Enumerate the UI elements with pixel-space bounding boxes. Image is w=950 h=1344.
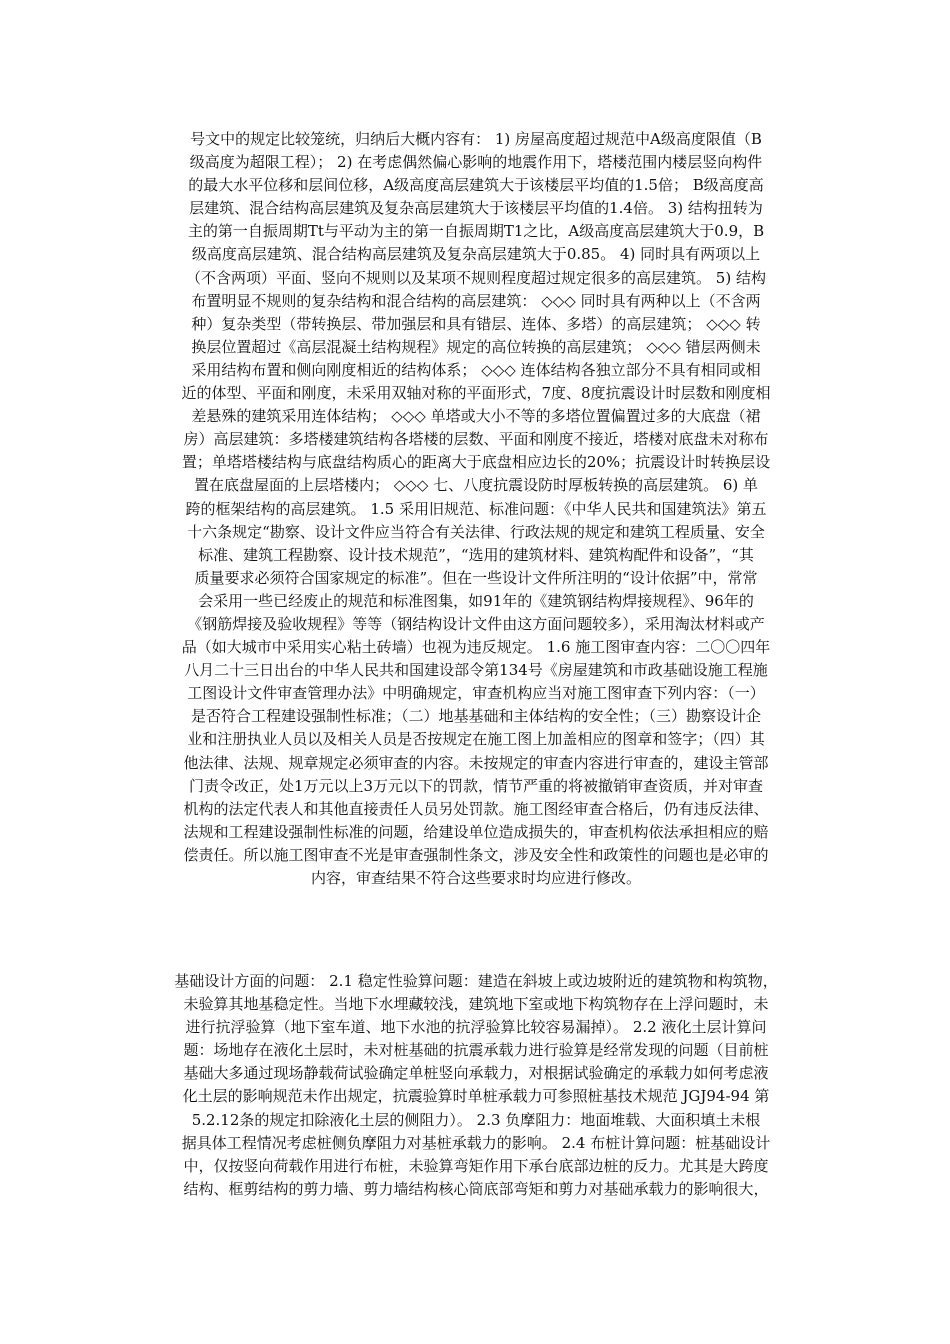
text-line: 基础大多通过现场静载荷试验确定单桩竖向承载力，对根据试验确定的承载力如何考虑液	[183, 1064, 769, 1083]
text-line: 种）复杂类型（带转换层、带加强层和具有错层、连体、多塔）的高层建筑； ◇◇◇ 转	[191, 314, 761, 333]
text-line: 偿责任。所以施工图审查不光是审查强制性条文，涉及安全性和政策性的问题也是必审的	[183, 845, 769, 864]
text-line: 十六条规定“勘察、设计文件应当符合有关法律、行政法规的规定和建筑工程质量、安全	[187, 522, 765, 541]
text-line: 级高度为超限工程）； 2) 在考虑偶然偏心影响的地震作用下，塔楼范围内楼层竖向构件	[189, 153, 763, 172]
text-line: 质量要求必须符合国家规定的标准”。但在一些设计文件所注明的“设计依据”中，常常	[194, 568, 758, 587]
text-line: 机构的法定代表人和其他直接责任人员另处罚款。施工图经审查合格后，仍有违反法律、	[183, 799, 769, 818]
paragraph-review-scope	[145, 128, 807, 890]
text-line: 他法律、法规、规章规定必须审查的内容。未按规定的审查内容进行审查的，建设主管部	[183, 753, 769, 772]
text-line: 置在底盘屋面的上层塔楼内； ◇◇◇ 七、八度抗震设防时厚板转换的高层建筑。 6) 单	[193, 476, 759, 495]
text-line: 房）高层建筑：多塔楼建筑结构各塔楼的层数、平面和刚度不接近，塔楼对底盘未对称布	[183, 430, 769, 449]
text-line: 内容，审查结果不符合这些要求时均应进行修改。	[310, 869, 641, 887]
text-line: 法规和工程建设强制性标准的问题，给建设单位造成损失的，审查机构依法承担相应的赔	[183, 822, 769, 841]
text-line: 主的第一自振周期Tt与平动为主的第一自振周期T1之比，A级高度高层建筑大于0.9，B	[187, 222, 765, 241]
text-line: 未验算其地基稳定性。当地下水埋藏较浅，建筑地下室或地下构筑物存在上浮问题时，未	[183, 995, 769, 1014]
text-line: 中，仅按竖向荷载作用进行布桩，未验算弯矩作用下承台底部边桩的反力。尤其是大跨度	[183, 1156, 769, 1175]
text-line: 题：场地存在液化土层时，未对桩基础的抗震承载力进行验算是经常发现的问题（目前桩	[183, 1041, 769, 1060]
text-line: 据具体工程情况考虑桩侧负摩阻力对基桩承载力的影响。 2.4 布桩计算问题：桩基础设计	[181, 1133, 771, 1152]
text-line: 基础设计方面的问题： 2.1 稳定性验算问题：建造在斜坡上或边坡附近的建筑物和构筑物，	[174, 972, 778, 990]
text-line: 工图设计文件审查管理办法》中明确规定，审查机构应当对施工图审查下列内容：（一）	[187, 684, 765, 703]
text-line: 化土层的影响规范未作出规定，抗震验算时单桩承载力可参照桩基技术规范 JGJ94-94 第	[182, 1087, 770, 1106]
text-line: 近的体型、平面和刚度，未采用双轴对称的平面形式，7度、8度抗震设计时层数和刚度相	[181, 384, 771, 403]
text-line: 进行抗浮验算（地下室车道、地下水池的抗浮验算比较容易漏掉）。 2.2 液化土层计算问	[185, 1018, 767, 1037]
text-line: 业和注册执业人员以及相关人员是否按规定在施工图上加盖相应的图章和签字；（四）其	[187, 730, 765, 749]
text-line: 八月二十三日出台的中华人民共和国建设部令第134号《房屋建筑和市政基础设施工程施	[184, 661, 768, 680]
text-line: 结构、框剪结构的剪力墙、剪力墙结构核心筒底部弯矩和剪力对基础承载力的影响很大，	[183, 1179, 769, 1198]
text-line: 会采用一些已经废止的规范和标准图集，如91年的《建筑钢结构焊接规程》、96年的	[198, 591, 754, 610]
text-line: 号文中的规定比较笼统，归纳后大概内容有： 1) 房屋高度超过规范中A级高度限值（B	[190, 130, 762, 148]
text-line: 跨的框架结构的高层建筑。 1.5 采用旧规范、标准问题：《中华人民共和国建筑法》第五	[185, 499, 767, 518]
text-line: （不含两项）平面、竖向不规则以及某项不规则程度超过规定很多的高层建筑。 5) 结构	[186, 268, 766, 287]
text-line: 品（如大城市中采用实心粘土砖墙）也视为违反规定。 1.6 施工图审查内容：二〇〇四年	[181, 638, 771, 657]
text-line: 层建筑、混合结构高层建筑及复杂高层建筑大于该楼层平均值的1.4倍。 3) 结构扭转为	[189, 199, 763, 218]
text-line: 《钢筋焊接及验收规程》等等（钢结构设计文件由这方面问题较多），采用淘汰材料或产	[187, 614, 765, 633]
text-line: 差悬殊的建筑采用连体结构； ◇◇◇ 单塔或大小不等的多塔位置偏置过多的大底盘（裙	[191, 407, 761, 426]
text-line: 的最大水平位移和层间位移，A级高度高层建筑大于该楼层平均值的1.5倍； B级高度高	[188, 176, 764, 195]
text-line: 标准、建筑工程勘察、设计技术规范”，“选用的建筑材料、建筑构配件和设备”，“其	[198, 545, 754, 564]
text-line: 采用结构布置和侧向刚度相近的结构体系； ◇◇◇ 连体结构各独立部分不具有相同或相	[191, 360, 761, 379]
text-line: 级高度高层建筑、混合结构高层建筑及复杂高层建筑大于0.85。 4) 同时具有两项以上	[191, 245, 761, 264]
text-line: 换层位置超过《高层混凝土结构规程》规定的高位转换的高层建筑； ◇◇◇ 错层两侧未	[191, 337, 761, 356]
text-line: 置；单塔塔楼结构与底盘结构质心的距离大于底盘相应边长的20%；抗震设计时转换层设	[181, 453, 771, 472]
text-line: 5.2.12条的规定扣除液化土层的侧阻力）。 2.3 负摩阻力：地面堆载、大面积填土未根	[191, 1110, 761, 1129]
text-line: 门责令改正，处1万元以上3万元以下的罚款，情节严重的将被撤销审查资质，并对审查	[188, 776, 764, 795]
text-line: 是否符合工程建设强制性标准；（二）地基基础和主体结构的安全性；（三）勘察设计企	[190, 707, 761, 726]
paragraph-foundation-issues	[145, 970, 807, 1201]
text-line: 布置明显不规则的复杂结构和混合结构的高层建筑： ◇◇◇ 同时具有两种以上（不含两	[191, 291, 761, 310]
